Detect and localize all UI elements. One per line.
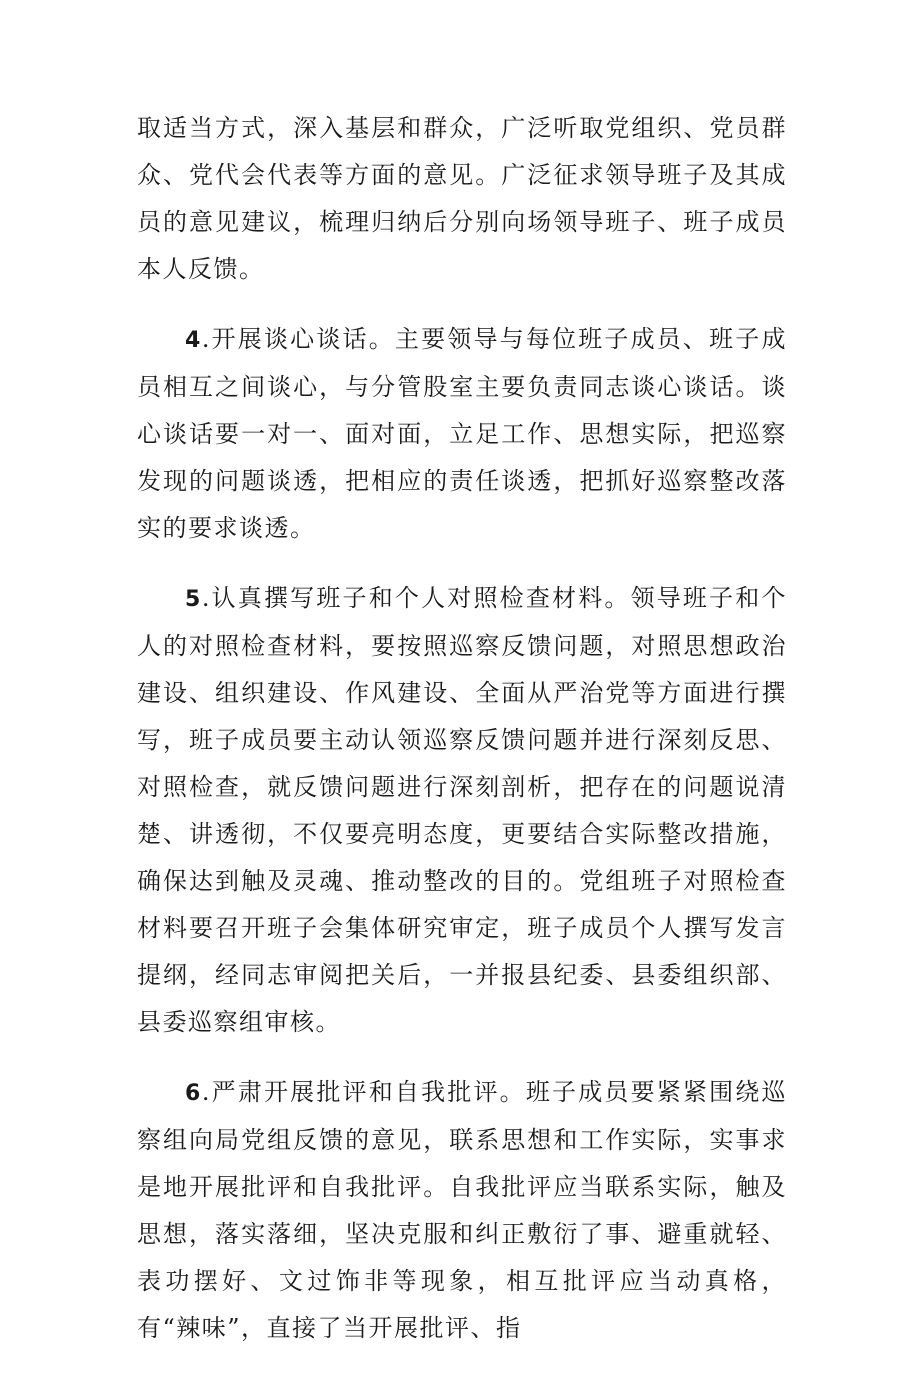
paragraph-4	[137, 316, 787, 552]
paragraph-text: .认真撰写班子和个人对照检查材料。领导班子和个人的对照检查材料，要按照巡察反馈问题，对照思想政治建设、组织建设、作风建设、全面从严治党等方面进行撰写，班子成员要主动认领巡察反馈问题并进行深刻反思、对照检查，就反馈问题进行深刻剖析，把存在的问题说清楚、讲透彻，不仅要亮明态度，更要结合实际整改措施，确保达到触及灵魂、推动整改的目的。党组班子对照检查材料要召开班子会集体研究审定，班子成员个人撰写发言提纲，经同志审阅把关后，一并报县纪委、县委组织部、县委巡察组审核。	[137, 584, 787, 1036]
document-body	[137, 105, 787, 1375]
paragraph-number: 5	[185, 587, 202, 612]
paragraph-text: 取适当方式，深入基层和群众，广泛听取党组织、党员群众、党代会代表等方面的意见。广泛征求领导班子及其成员的意见建议，梳理归纳后分别向场领导班子、班子成员本人反馈。	[137, 114, 787, 283]
paragraph-5	[137, 575, 787, 1046]
paragraph-number: 4	[185, 328, 202, 353]
paragraph-6	[137, 1069, 787, 1352]
paragraph-continued	[137, 105, 787, 293]
paragraph-number: 6	[185, 1081, 202, 1106]
paragraph-text: .严肃开展批评和自我批评。班子成员要紧紧围绕巡察组向局党组反馈的意见，联系思想和工作实际，实事求是地开展批评和自我批评。自我批评应当联系实际，触及思想，落实落细，坚决克服和纠正敷衍了事、避重就轻、表功摆好、文过饰非等现象，相互批评应当动真格，有“辣味”，直接了当开展批评、指	[137, 1078, 787, 1342]
paragraph-text: .开展谈心谈话。主要领导与每位班子成员、班子成员相互之间谈心，与分管股室主要负责同志谈心谈话。谈心谈话要一对一、面对面，立足工作、思想实际，把巡察发现的问题谈透，把相应的责任谈透，把抓好巡察整改落实的要求谈透。	[137, 325, 787, 542]
